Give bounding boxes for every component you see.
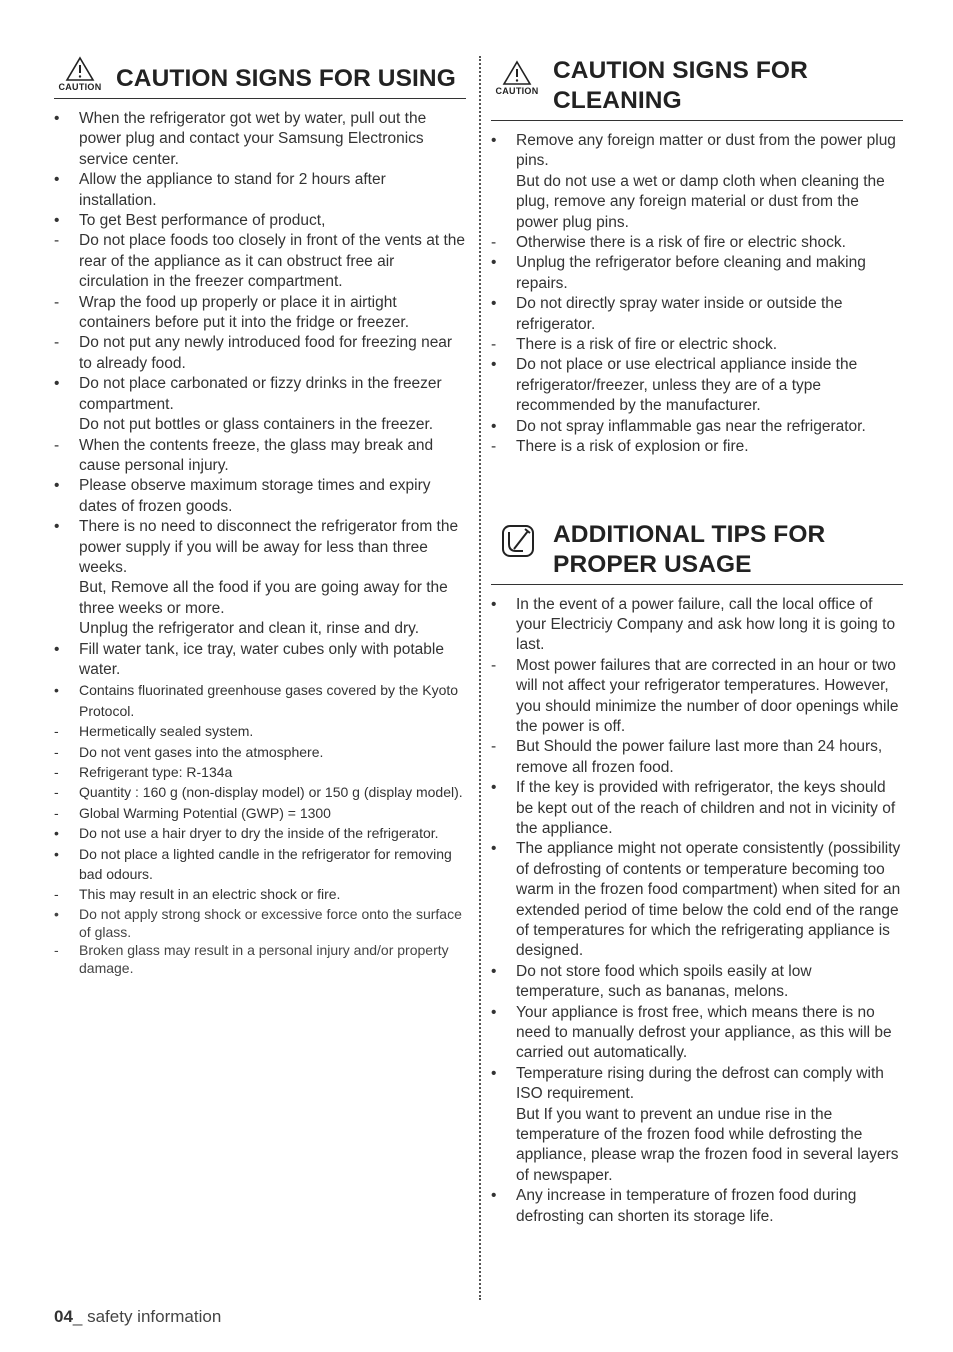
bullet-marker: • bbox=[491, 295, 497, 313]
dash-marker: - bbox=[54, 293, 60, 311]
list-item-text: Unplug the refrigerator and clean it, rinse and dry. bbox=[79, 620, 420, 638]
list-item-text: Do not directly spray water inside or outside the refrigerator. bbox=[516, 295, 843, 333]
list-item bbox=[54, 742, 466, 762]
list-item bbox=[54, 619, 466, 639]
list-item-text: Do not place a lighted candle in the refrigerator for removing bad odours. bbox=[79, 845, 452, 883]
dash-marker: - bbox=[54, 784, 59, 801]
section-header-using bbox=[54, 56, 466, 99]
bullet-marker: • bbox=[491, 840, 497, 858]
section-title-tips bbox=[553, 520, 825, 580]
page-footer bbox=[54, 1307, 221, 1327]
list-item bbox=[54, 170, 466, 211]
list-item-text: When the contents freeze, the glass may break and cause personal injury. bbox=[79, 436, 434, 474]
list-item bbox=[54, 333, 466, 374]
footer-section-label: _ safety information bbox=[72, 1307, 222, 1326]
list-item-text: Quantity : 160 g (non-display model) or 150 g (display model). bbox=[79, 784, 463, 801]
list-item-text: Otherwise there is a risk of fire or electric shock. bbox=[516, 234, 846, 252]
bullet-marker: • bbox=[54, 518, 60, 536]
section-title-cleaning-line1: CAUTION SIGNS FOR bbox=[553, 57, 808, 84]
list-item bbox=[54, 884, 466, 904]
list-item bbox=[491, 839, 903, 961]
section-title-cleaning bbox=[553, 56, 808, 116]
section-title-tips-line2: PROPER USAGE bbox=[553, 550, 752, 578]
list-item bbox=[54, 109, 466, 170]
caution-icon bbox=[491, 60, 543, 96]
list-item-text: Contains fluorinated greenhouse gases covered by the Kyoto Protocol. bbox=[79, 682, 459, 719]
list-item bbox=[491, 253, 903, 294]
list-item-text: Most power failures that are corrected in an hour or two will not affect your refrigerator temperatures. However, you should minimize the number of door openings while the power is off. bbox=[516, 656, 899, 735]
bullet-marker: • bbox=[54, 905, 59, 922]
list-item-text: Do not place foods too closely in front of the vents at the rear of the appliance as it can obstruct free air circulation in the freezer compartment. bbox=[79, 232, 466, 291]
list-item-text: But, Remove all the food if you are going away for the three weeks or more. bbox=[79, 579, 448, 617]
bullet-marker: • bbox=[491, 356, 497, 374]
bullet-marker: • bbox=[54, 825, 59, 842]
list-item bbox=[54, 231, 466, 292]
list-item bbox=[54, 517, 466, 578]
list-item bbox=[54, 211, 466, 231]
list-item-text: Your appliance is frost free, which means there is no need to manually defrost your appliance, as this will be carried out automatically. bbox=[516, 1003, 892, 1062]
list-item-text: Please observe maximum storage times and expiry dates of frozen goods. bbox=[79, 477, 431, 515]
dash-marker: - bbox=[54, 436, 60, 454]
list-item-text: Do not place or use electrical appliance inside the refrigerator/freezer, unless they are of a type recommended by the manufacturer. bbox=[516, 356, 858, 415]
column-divider bbox=[479, 56, 481, 1300]
list-item bbox=[491, 172, 903, 233]
list-item bbox=[491, 1003, 903, 1064]
list-item-text: Any increase in temperature of frozen food during defrosting can shorten its storage life. bbox=[516, 1187, 857, 1225]
section-header-cleaning bbox=[491, 56, 903, 121]
list-item bbox=[54, 803, 466, 823]
dash-marker: - bbox=[54, 804, 59, 821]
list-item bbox=[491, 335, 903, 355]
bullet-marker: • bbox=[54, 845, 59, 862]
list-item-text: But If you want to prevent an undue rise in the temperature of the frozen food while defrosting the appliance, please wrap the frozen food in several layers of newspaper. bbox=[516, 1105, 899, 1184]
list-item-text: Fill water tank, ice tray, water cubes only with potable water. bbox=[79, 640, 444, 678]
dash-marker: - bbox=[491, 336, 497, 354]
bullet-marker: • bbox=[491, 254, 497, 272]
list-item bbox=[54, 415, 466, 435]
dash-marker: - bbox=[54, 886, 59, 903]
list-item-text: Do not spray inflammable gas near the refrigerator. bbox=[516, 417, 866, 435]
list-item-text: Global Warming Potential (GWP) = 1300 bbox=[79, 804, 331, 821]
dash-marker: - bbox=[54, 723, 59, 740]
right-column bbox=[491, 56, 903, 1227]
list-item bbox=[491, 595, 903, 656]
list-item bbox=[491, 962, 903, 1003]
list-item-text: Do not put any newly introduced food for freezing near to already food. bbox=[79, 334, 453, 372]
dash-marker: - bbox=[54, 232, 60, 250]
list-item bbox=[54, 823, 466, 843]
caution-icon bbox=[54, 56, 106, 92]
list-item bbox=[54, 762, 466, 782]
list-item bbox=[54, 721, 466, 741]
list-item-text: Refrigerant type: R-134a bbox=[79, 764, 233, 780]
list-item bbox=[54, 941, 466, 977]
left-column bbox=[54, 56, 466, 977]
bullet-marker: • bbox=[491, 1064, 497, 1082]
list-item bbox=[491, 778, 903, 839]
list-item bbox=[54, 374, 466, 415]
dash-marker: - bbox=[54, 764, 59, 780]
list-item bbox=[491, 233, 903, 253]
list-item bbox=[54, 436, 466, 477]
list-item-text: If the key is provided with refrigerator, the keys should be kept out of the reach of children and not in vicinity of the appliance. bbox=[516, 779, 896, 837]
list-item bbox=[54, 476, 466, 517]
list-item-text: Do not place carbonated or fizzy drinks in the freezer compartment. bbox=[79, 375, 442, 413]
list-item-text: Do not put bottles or glass containers in the freezer. bbox=[79, 416, 434, 434]
list-item-text: Do not apply strong shock or excessive force onto the surface of glass. bbox=[79, 905, 462, 940]
caution-cleaning-list bbox=[491, 131, 903, 458]
list-item-text: Do not vent gases into the atmosphere. bbox=[79, 743, 324, 760]
list-item-text: The appliance might not operate consistently (possibility of defrosting of contents or temperature becoming too warm in the frozen food compartment) when sited for an extended period of time below the cold end of the range of temperatures for which the refrigerating appliance is designed. bbox=[516, 840, 901, 960]
list-item-text: Allow the appliance to stand for 2 hours after installation. bbox=[79, 171, 386, 209]
list-item-text: Wrap the food up properly or place it in airtight containers before put it into the fridge or freezer. bbox=[79, 293, 409, 332]
dash-marker: - bbox=[54, 743, 59, 760]
list-item bbox=[491, 737, 903, 778]
list-item-text: To get Best performance of product, bbox=[79, 212, 326, 230]
list-item bbox=[54, 844, 466, 885]
bullet-marker: • bbox=[54, 171, 60, 189]
note-icon bbox=[491, 520, 543, 558]
list-item-text: Hermetically sealed system. bbox=[79, 723, 254, 740]
bullet-marker: • bbox=[491, 595, 497, 613]
caution-label: CAUTION bbox=[495, 86, 539, 96]
list-item-text: But do not use a wet or damp cloth when cleaning the plug, remove any foreign material or dust from the power plug pins. bbox=[516, 172, 885, 231]
bullet-marker: • bbox=[54, 375, 60, 393]
list-item bbox=[491, 131, 903, 172]
list-item bbox=[54, 905, 466, 941]
list-item bbox=[491, 1105, 903, 1187]
section-title-tips-line1: ADDITIONAL TIPS FOR bbox=[553, 520, 826, 548]
dash-marker: - bbox=[54, 941, 59, 958]
list-item-text: Unplug the refrigerator before cleaning and making repairs. bbox=[516, 254, 866, 292]
dash-marker: - bbox=[54, 334, 60, 352]
list-item-text: There is a risk of explosion or fire. bbox=[516, 438, 749, 456]
caution-label: CAUTION bbox=[58, 82, 102, 92]
dash-marker: - bbox=[491, 656, 497, 674]
bullet-marker: • bbox=[491, 1187, 497, 1205]
list-item-text: Temperature rising during the defrost can comply with ISO requirement. bbox=[516, 1064, 884, 1103]
list-item-text: Broken glass may result in a personal injury and/or property damage. bbox=[79, 941, 449, 976]
list-item-text: There is no need to disconnect the refrigerator from the power supply if you will be away for less than three weeks. bbox=[79, 518, 459, 576]
caution-using-list bbox=[54, 109, 466, 977]
dash-marker: - bbox=[491, 738, 497, 756]
bullet-marker: • bbox=[491, 132, 497, 149]
bullet-marker: • bbox=[54, 477, 60, 495]
list-item bbox=[491, 355, 903, 416]
list-item bbox=[491, 294, 903, 335]
list-item bbox=[491, 417, 903, 437]
bullet-marker: • bbox=[491, 962, 497, 980]
list-item bbox=[54, 293, 466, 334]
section-title-using: CAUTION SIGNS FOR USING bbox=[116, 65, 456, 92]
bullet-marker: • bbox=[54, 640, 60, 658]
list-item-text: There is a risk of fire or electric shock. bbox=[516, 336, 777, 354]
list-item bbox=[54, 782, 466, 802]
dash-marker: - bbox=[491, 234, 497, 252]
list-item-text: In the event of a power failure, call the local office of your Electriciy Company and ask how long it is going to last. bbox=[516, 595, 896, 654]
list-item-text: Do not use a hair dryer to dry the inside of the refrigerator. bbox=[79, 825, 439, 842]
section-title-cleaning-line2: CLEANING bbox=[553, 87, 682, 114]
list-item bbox=[491, 656, 903, 738]
bullet-marker: • bbox=[54, 212, 60, 230]
list-item-text: This may result in an electric shock or fire. bbox=[79, 886, 341, 903]
list-item-text: Remove any foreign matter or dust from the power plug pins. bbox=[516, 132, 896, 170]
list-item bbox=[54, 640, 466, 681]
list-item-text: When the refrigerator got wet by water, pull out the power plug and contact your Samsung Electronics service center. bbox=[79, 110, 427, 168]
bullet-marker: • bbox=[54, 110, 60, 127]
list-item bbox=[491, 1186, 903, 1227]
list-item-text: Do not store food which spoils easily at low temperature, such as bananas, melons. bbox=[516, 962, 812, 1001]
list-item bbox=[54, 680, 466, 721]
bullet-marker: • bbox=[491, 417, 497, 435]
list-item-text: But Should the power failure last more than 24 hours, remove all frozen food. bbox=[516, 738, 883, 776]
page-number: 04 bbox=[54, 1307, 73, 1326]
bullet-marker: • bbox=[54, 682, 59, 699]
tips-list bbox=[491, 595, 903, 1228]
list-item bbox=[491, 1064, 903, 1105]
dash-marker: - bbox=[491, 438, 497, 456]
section-header-tips bbox=[491, 520, 903, 585]
list-item bbox=[491, 437, 903, 457]
bullet-marker: • bbox=[491, 1003, 497, 1021]
bullet-marker: • bbox=[491, 779, 497, 797]
list-item bbox=[54, 578, 466, 619]
